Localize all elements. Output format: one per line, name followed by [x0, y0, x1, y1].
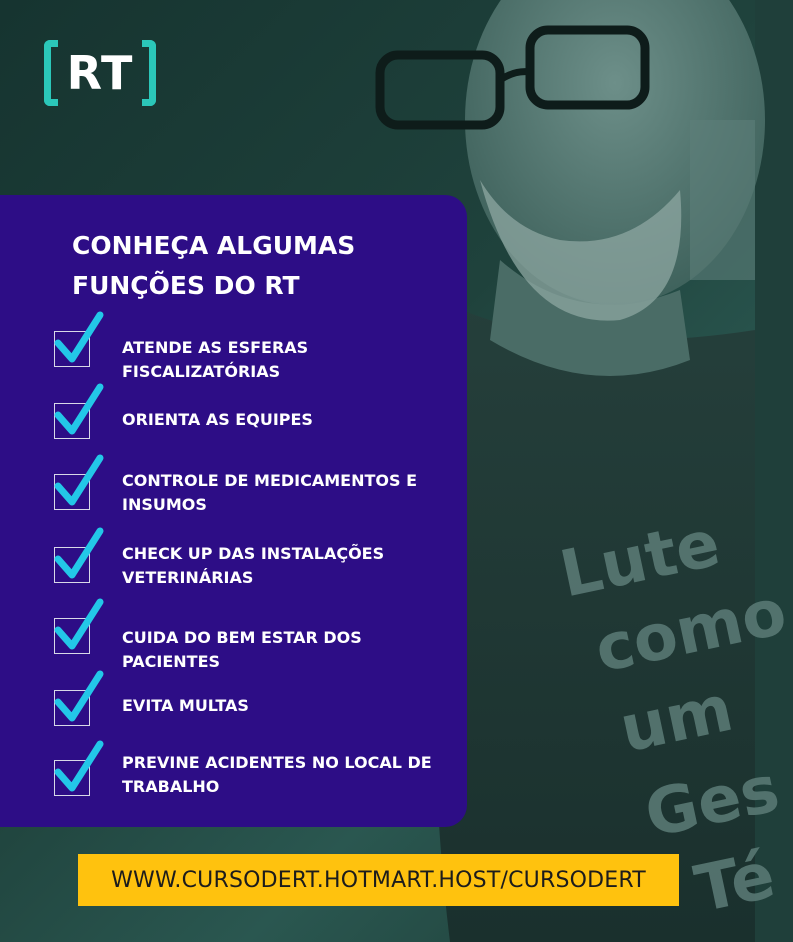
url-text: WWW.CURSODERT.HOTMART.HOST/CURSODERT [111, 867, 646, 893]
list-item-label: EVITA MULTAS [122, 696, 249, 715]
list-item [54, 468, 459, 528]
logo-bracket-right [142, 40, 156, 106]
list-item [54, 397, 459, 457]
shirt-text-2: como [588, 575, 793, 688]
list-item [54, 541, 459, 601]
list-item [54, 325, 459, 385]
logo-bracket-left [44, 40, 58, 106]
check-icon [54, 309, 104, 365]
list-item [54, 612, 459, 672]
check-icon [54, 525, 104, 581]
check-icon [54, 668, 104, 724]
check-icon [54, 381, 104, 437]
list-item [54, 684, 459, 744]
check-icon [54, 738, 104, 794]
list-item-label: CHECK UP DAS INSTALAÇÕES VETERINÁRIAS [122, 544, 385, 587]
url-banner[interactable] [78, 854, 679, 906]
list-item-label: ORIENTA AS EQUIPES [122, 410, 313, 429]
shirt-text-3: um [613, 671, 740, 768]
list-item-label: CONTROLE DE MEDICAMENTOS E INSUMOS [122, 471, 418, 514]
rt-logo [44, 40, 156, 106]
list-item-label: CUIDA DO BEM ESTAR DOS PACIENTES [122, 628, 362, 671]
shirt-text-1: Lute [553, 506, 727, 613]
list-item-label: PREVINE ACIDENTES NO LOCAL DE TRABALHO [122, 753, 432, 796]
list-item-label: ATENDE AS ESFERAS FISCALIZATÓRIAS [122, 338, 309, 381]
shirt-text-5: Té [688, 838, 782, 928]
logo-text: RT [66, 46, 134, 100]
check-icon [54, 452, 104, 508]
shirt-text-4: Ges [638, 752, 786, 853]
list-item [54, 754, 459, 814]
check-icon [54, 596, 104, 652]
panel-heading: CONHEÇA ALGUMAS FUNÇÕES DO RT [72, 231, 356, 300]
